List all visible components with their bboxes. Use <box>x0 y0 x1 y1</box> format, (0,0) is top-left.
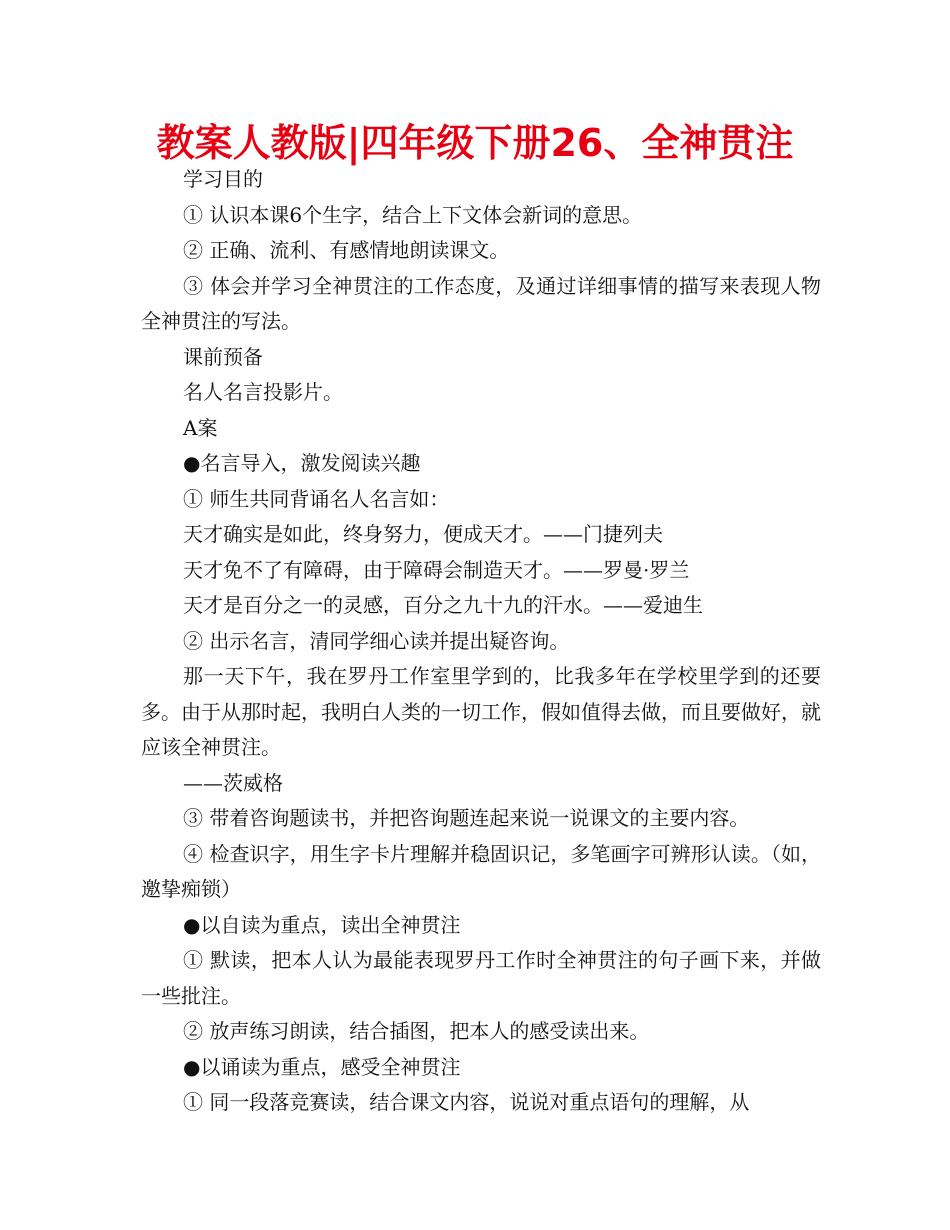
quote-line: 天才免不了有障碍，由于障碍会制造天才。——罗曼·罗兰 <box>183 557 690 582</box>
paragraph: 名人名言投影片。 <box>183 380 343 404</box>
quote-line: 天才是百分之一的灵感，百分之九十九的汗水。——爱迪生 <box>183 593 703 617</box>
paragraph: ④ 检查识字，用生字卡片理解并稳固识记，多笔画字可辨形认读。（如，邀挚痴锁） <box>141 841 821 901</box>
quote-line: 天才确实是如此，终身努力，便成天才。——门捷列夫 <box>183 522 663 546</box>
paragraph-bullet-heading: ●以自读为重点，读出全神贯注 <box>183 912 461 937</box>
document-body <box>141 162 821 1121</box>
paragraph: ① 师生共同背诵名人名言如： <box>183 486 450 511</box>
paragraph: ① 同一段落竞赛读，结合课文内容，说说对重点语句的理解，从 <box>183 1090 750 1114</box>
paragraph: ② 出示名言，清同学细心读并提出疑咨询。 <box>183 628 570 653</box>
paragraph: ③ 体会并学习全神贯注的工作态度，及通过详细事情的描写来表现人物全神贯注的写法。 <box>141 273 821 333</box>
paragraph-heading-preparation: 课前预备 <box>183 344 263 369</box>
paragraph: ① 默读，把本人认为最能表现罗丹工作时全神贯注的句子画下来，并做一些批注。 <box>141 948 821 1008</box>
paragraph: ② 放声练习朗读，结合插图，把本人的感受读出来。 <box>183 1019 650 1043</box>
paragraph: ③ 带着咨询题读书，并把咨询题连起来说一说课文的主要内容。 <box>183 806 750 830</box>
paragraph-heading-plan-a: A案 <box>183 415 218 440</box>
document-title: 教案人教版|四年级下册26、全神贯注 <box>156 121 794 165</box>
paragraph-bullet-heading: ●以诵读为重点，感受全神贯注 <box>183 1054 461 1079</box>
quote-attribution: ——茨威格 <box>183 770 283 795</box>
paragraph-bullet-heading: ●名言导入，激发阅读兴趣 <box>183 451 421 475</box>
paragraph: ② 正确、流利、有感情地朗读课文。 <box>183 238 510 262</box>
paragraph: ① 认识本课6个生字，结合上下文体会新词的意思。 <box>183 202 643 227</box>
quote-paragraph: 那一天下午，我在罗丹工作室里学到的，比我多年在学校里学到的还要多。由于从那时起，我明白人类的一切工作，假如值得去做，而且要做好，就应该全神贯注。 <box>141 664 821 759</box>
paragraph-heading-objectives: 学习目的 <box>183 167 263 191</box>
